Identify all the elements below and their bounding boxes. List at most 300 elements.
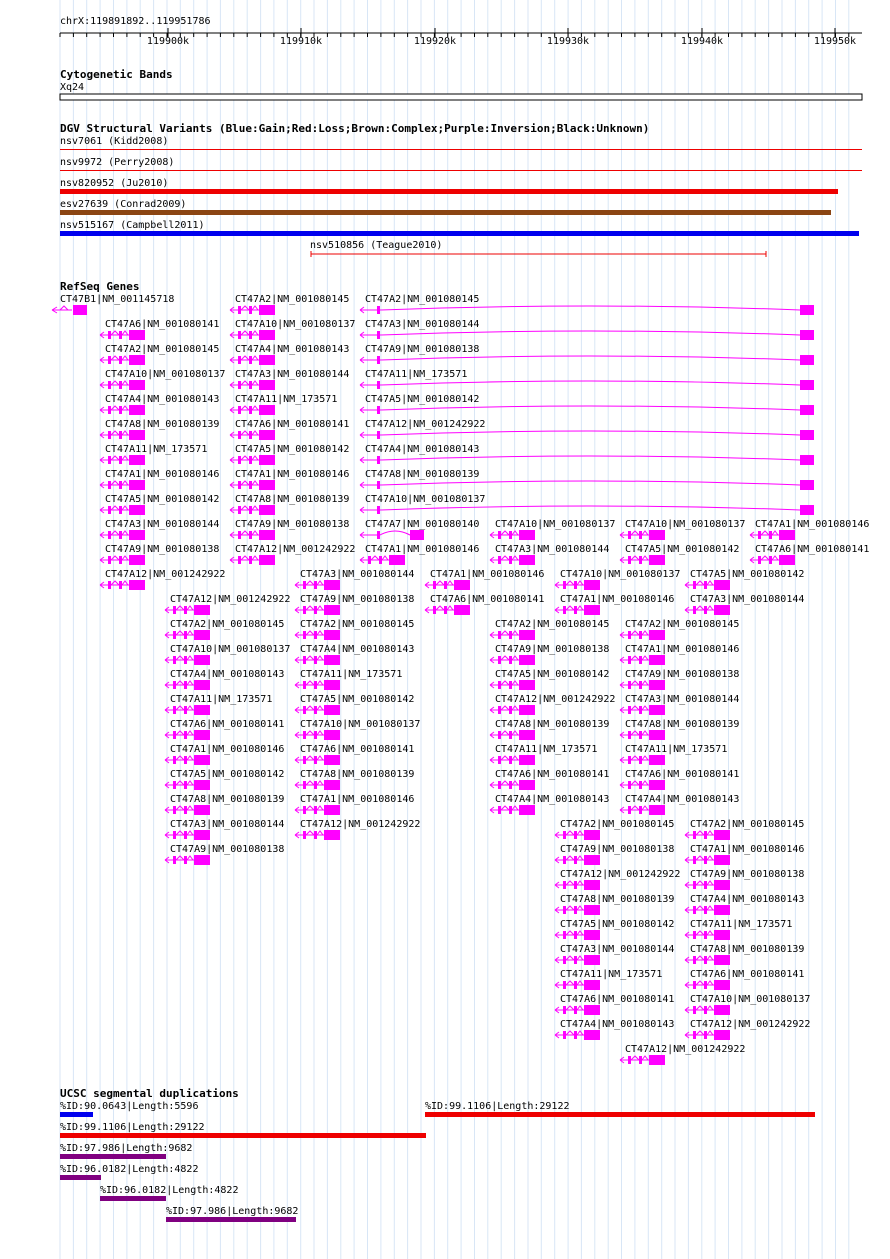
exon: [194, 805, 210, 815]
variant-label: nsv820952 (Ju2010): [60, 178, 169, 189]
exon: [714, 1030, 730, 1040]
exon: [649, 730, 665, 740]
gene-feature[interactable]: [230, 519, 349, 540]
exon: [454, 605, 470, 615]
gene-label: CT47A10|NM_001080137: [365, 494, 486, 505]
ruler-tick-label: 119930k: [546, 36, 590, 47]
ruler-tick-label: 119940k: [680, 36, 724, 47]
gene-label: CT47A12|NM_001242922: [105, 569, 226, 580]
gene-label: CT47A3|NM_001080144: [235, 369, 350, 380]
gene-feature[interactable]: [685, 844, 804, 865]
gene-feature[interactable]: [295, 594, 414, 615]
gene-feature[interactable]: [425, 569, 544, 590]
exon: [584, 880, 600, 890]
gene-feature[interactable]: [620, 794, 739, 815]
gene-label: CT47A5|NM_001080142: [170, 769, 285, 780]
exon: [259, 555, 275, 565]
gene-label: CT47A4|NM_001080143: [560, 1019, 675, 1030]
exon: [259, 330, 275, 340]
exon: [714, 880, 730, 890]
gene-label: CT47A3|NM_001080144: [560, 944, 675, 955]
gene-label: CT47A2|NM_001080145: [625, 619, 740, 630]
exon: [779, 530, 795, 540]
gene-feature[interactable]: [620, 694, 739, 715]
cytoband-label: Xq24: [60, 82, 85, 93]
gene-label: CT47A6|NM_001080141: [755, 544, 870, 555]
segdup-label: %ID:97.986|Length:9682: [166, 1206, 299, 1217]
exon: [584, 930, 600, 940]
gene-feature[interactable]: [620, 519, 745, 540]
gene-feature[interactable]: [360, 469, 814, 490]
gene-label: CT47A11|NM_173571: [625, 744, 728, 755]
exon: [259, 355, 275, 365]
gene-label: CT47A11|NM_173571: [170, 694, 273, 705]
gene-label: CT47A1|NM_001080146: [625, 644, 740, 655]
segdup-label: %ID:99.1106|Length:29122: [60, 1122, 205, 1133]
gene-feature[interactable]: [100, 519, 219, 540]
exon: [259, 455, 275, 465]
gene-label: CT47A5|NM_001080142: [560, 919, 675, 930]
exon: [410, 530, 424, 540]
gene-feature[interactable]: [230, 394, 337, 415]
ruler-tick-label: 119950k: [813, 36, 857, 47]
exon: [259, 480, 275, 490]
segdup-label: %ID:99.1106|Length:29122: [425, 1101, 570, 1112]
gene-feature[interactable]: [555, 894, 674, 915]
exon: [324, 730, 340, 740]
gene-feature[interactable]: [490, 544, 609, 565]
exon: [519, 705, 535, 715]
gene-label: CT47A3|NM_001080144: [105, 519, 220, 530]
exon: [519, 630, 535, 640]
exon: [800, 480, 814, 490]
gene-label: CT47A9|NM_001080138: [300, 594, 415, 605]
gene-label: CT47A9|NM_001080138: [495, 644, 610, 655]
gene-feature[interactable]: [490, 644, 609, 665]
gene-feature[interactable]: [555, 994, 674, 1015]
gene-feature[interactable]: [165, 769, 284, 790]
gene-feature[interactable]: [360, 369, 814, 390]
gene-label: CT47A11|NM_173571: [300, 669, 403, 680]
exon: [129, 380, 145, 390]
gene-feature[interactable]: [425, 594, 544, 615]
gene-feature[interactable]: [165, 844, 284, 865]
variant-label: nsv510856 (Teague2010): [310, 240, 443, 251]
gene-feature[interactable]: [360, 344, 814, 365]
exon: [800, 505, 814, 515]
exon: [714, 605, 730, 615]
exon: [714, 1005, 730, 1015]
exon: [519, 655, 535, 665]
segdup-track-title: UCSC segmental duplications: [60, 1087, 239, 1100]
gene-feature[interactable]: [100, 544, 219, 565]
gene-label: CT47A10|NM_001080137: [625, 519, 746, 530]
exon: [649, 680, 665, 690]
exon: [800, 330, 814, 340]
gene-feature[interactable]: [555, 594, 674, 615]
exon: [584, 580, 600, 590]
gene-feature[interactable]: [360, 394, 814, 415]
gene-feature[interactable]: [490, 519, 615, 540]
gene-label: CT47A12|NM_001242922: [625, 1044, 746, 1055]
gene-label: CT47A9|NM_001080138: [105, 544, 220, 555]
gene-label: CT47A10|NM_001080137: [495, 519, 616, 530]
exon: [259, 305, 275, 315]
variant-bar[interactable]: [60, 170, 862, 171]
gene-feature[interactable]: [685, 994, 810, 1015]
gene-label: CT47A6|NM_001080141: [300, 744, 415, 755]
gene-feature[interactable]: [685, 969, 804, 990]
gene-label: CT47A12|NM_001242922: [690, 1019, 811, 1030]
gene-label: CT47A1|NM_001080146: [430, 569, 545, 580]
exon: [584, 905, 600, 915]
gene-feature[interactable]: [295, 669, 402, 690]
gene-label: CT47A9|NM_001080138: [365, 344, 480, 355]
exon: [800, 430, 814, 440]
segdup-label: %ID:96.0182|Length:4822: [60, 1164, 199, 1175]
gene-feature[interactable]: [685, 594, 804, 615]
gene-label: CT47A8|NM_001080139: [625, 719, 740, 730]
exon: [800, 305, 814, 315]
ruler-tick-label: 119910k: [279, 36, 323, 47]
gene-feature[interactable]: [100, 494, 219, 515]
gene-label: CT47A3|NM_001080144: [170, 819, 285, 830]
gene-label: CT47A12|NM_001242922: [495, 694, 616, 705]
exon: [584, 855, 600, 865]
gene-feature[interactable]: [555, 1019, 674, 1040]
exon: [584, 605, 600, 615]
exon: [194, 630, 210, 640]
dgv-track-title: DGV Structural Variants (Blue:Gain;Red:Loss;Brown:Complex;Purple:Inversion;Black:Unknown): [60, 122, 650, 135]
gene-feature[interactable]: [165, 719, 284, 740]
gene-label: CT47A6|NM_001080141: [560, 994, 675, 1005]
exon: [519, 680, 535, 690]
gene-feature[interactable]: [230, 444, 349, 465]
exon: [129, 455, 145, 465]
gene-label: CT47A11|NM_173571: [105, 444, 208, 455]
gene-label: CT47A3|NM_001080144: [300, 569, 415, 580]
gene-feature[interactable]: [490, 619, 609, 640]
gene-feature[interactable]: [230, 419, 349, 440]
gene-label: CT47A8|NM_001080139: [560, 894, 675, 905]
gene-feature[interactable]: [295, 619, 414, 640]
gene-feature[interactable]: [100, 469, 219, 490]
gene-feature[interactable]: [685, 944, 804, 965]
gene-feature[interactable]: [490, 769, 609, 790]
gene-feature[interactable]: [230, 319, 355, 340]
gene-label: CT47A10|NM_001080137: [690, 994, 811, 1005]
exon: [714, 955, 730, 965]
segdup-bar[interactable]: [425, 1112, 815, 1117]
gene-label: CT47A10|NM_001080137: [235, 319, 356, 330]
exon: [714, 930, 730, 940]
gene-feature[interactable]: [230, 294, 349, 315]
segdup-bar[interactable]: [60, 1154, 166, 1159]
gene-feature[interactable]: [360, 319, 814, 340]
variant-bar[interactable]: [60, 189, 838, 194]
gene-feature[interactable]: [165, 594, 290, 615]
gene-feature[interactable]: [165, 794, 284, 815]
gene-label: CT47A12|NM_001242922: [300, 819, 421, 830]
gene-label: CT47A10|NM_001080137: [300, 719, 421, 730]
gene-label: CT47A1|NM_001080146: [560, 594, 675, 605]
gene-feature[interactable]: [360, 419, 814, 440]
gene-feature[interactable]: [100, 394, 219, 415]
gene-label: CT47A3|NM_001080144: [495, 544, 610, 555]
gene-label: CT47A5|NM_001080142: [235, 444, 350, 455]
gene-feature[interactable]: [620, 619, 739, 640]
exon: [129, 330, 145, 340]
exon: [194, 780, 210, 790]
exon: [800, 380, 814, 390]
gene-label: CT47A9|NM_001080138: [625, 669, 740, 680]
gene-label: CT47A3|NM_001080144: [365, 319, 480, 330]
exon: [129, 430, 145, 440]
gene-label: CT47A9|NM_001080138: [690, 869, 805, 880]
exon: [324, 580, 340, 590]
exon: [519, 530, 535, 540]
gene-label: CT47A6|NM_001080141: [170, 719, 285, 730]
exon: [129, 505, 145, 515]
exon: [649, 805, 665, 815]
variant-bar[interactable]: [60, 210, 831, 215]
gene-label: CT47A1|NM_001080146: [170, 744, 285, 755]
gene-feature[interactable]: [555, 919, 674, 940]
gene-label: CT47A1|NM_001080146: [365, 544, 480, 555]
exon: [324, 705, 340, 715]
exon: [649, 655, 665, 665]
exon: [800, 405, 814, 415]
exon: [649, 530, 665, 540]
exon: [800, 455, 814, 465]
gene-label: CT47A6|NM_001080141: [495, 769, 610, 780]
gene-label: CT47A6|NM_001080141: [105, 319, 220, 330]
gene-label: CT47A1|NM_001080146: [235, 469, 350, 480]
gene-label: CT47A9|NM_001080138: [170, 844, 285, 855]
gene-feature[interactable]: [685, 1019, 810, 1040]
gene-label: CT47A2|NM_001080145: [300, 619, 415, 630]
gene-label: CT47A12|NM_001242922: [170, 594, 291, 605]
gene-feature[interactable]: [555, 944, 674, 965]
gene-feature[interactable]: [295, 794, 414, 815]
gene-label: CT47A8|NM_001080139: [300, 769, 415, 780]
gene-label: CT47A4|NM_001080143: [625, 794, 740, 805]
gene-feature[interactable]: [230, 494, 349, 515]
gene-feature[interactable]: [165, 669, 284, 690]
exon: [129, 355, 145, 365]
segdup-bar[interactable]: [60, 1112, 93, 1117]
gene-feature[interactable]: [360, 494, 814, 515]
gene-label: CT47A8|NM_001080139: [235, 494, 350, 505]
gene-feature[interactable]: [685, 569, 804, 590]
gene-label: CT47A11|NM_173571: [690, 919, 793, 930]
gene-label: CT47A3|NM_001080144: [625, 694, 740, 705]
exon: [584, 830, 600, 840]
gene-feature[interactable]: [165, 619, 284, 640]
exon: [324, 780, 340, 790]
gene-label: CT47A8|NM_001080139: [495, 719, 610, 730]
gene-label: CT47A5|NM_001080142: [690, 569, 805, 580]
exon: [519, 730, 535, 740]
gene-feature[interactable]: [100, 319, 219, 340]
gene-feature[interactable]: [295, 769, 414, 790]
gene-feature[interactable]: [360, 294, 814, 315]
segdup-bar[interactable]: [60, 1175, 101, 1180]
gene-label: CT47A9|NM_001080138: [560, 844, 675, 855]
exon: [800, 355, 814, 365]
segdup-bar[interactable]: [60, 1133, 426, 1138]
ruler-region-label: chrX:119891892..119951786: [60, 16, 211, 27]
gene-label: CT47A1|NM_001080146: [755, 519, 870, 530]
gene-label: CT47A2|NM_001080145: [560, 819, 675, 830]
gene-label: CT47A10|NM_001080137: [105, 369, 226, 380]
gene-feature[interactable]: [620, 769, 739, 790]
gene-feature[interactable]: [750, 544, 869, 565]
gene-label: CT47A12|NM_001242922: [365, 419, 486, 430]
gene-feature[interactable]: [360, 444, 814, 465]
gene-feature[interactable]: [490, 794, 609, 815]
exon: [129, 530, 145, 540]
exon: [714, 980, 730, 990]
ruler-tick-label: 119900k: [146, 36, 190, 47]
variant-label: nsv7061 (Kidd2008): [60, 136, 169, 147]
exon: [584, 1030, 600, 1040]
gene-feature[interactable]: [165, 819, 284, 840]
exon: [129, 405, 145, 415]
gene-label: CT47A11|NM_173571: [495, 744, 598, 755]
gene-label: CT47A1|NM_001080146: [300, 794, 415, 805]
gene-feature[interactable]: [685, 894, 804, 915]
exon: [194, 855, 210, 865]
gene-label: CT47A6|NM_001080141: [690, 969, 805, 980]
exon: [649, 630, 665, 640]
exon: [714, 580, 730, 590]
gene-label: CT47A4|NM_001080143: [690, 894, 805, 905]
exon: [259, 430, 275, 440]
segdup-label: %ID:96.0182|Length:4822: [100, 1185, 239, 1196]
gene-label: CT47A5|NM_001080142: [300, 694, 415, 705]
exon: [649, 555, 665, 565]
gene-label: CT47A5|NM_001080142: [625, 544, 740, 555]
gene-label: CT47A4|NM_001080143: [365, 444, 480, 455]
gene-label: CT47A11|NM_173571: [560, 969, 663, 980]
cytoband-ideogram[interactable]: [60, 94, 862, 100]
gene-feature[interactable]: [555, 844, 674, 865]
gene-feature[interactable]: [165, 644, 290, 665]
gene-feature[interactable]: [230, 344, 349, 365]
gene-label: CT47A4|NM_001080143: [300, 644, 415, 655]
gene-feature[interactable]: [230, 544, 355, 565]
gene-label: CT47A4|NM_001080143: [235, 344, 350, 355]
exon: [649, 780, 665, 790]
gene-feature[interactable]: [490, 719, 609, 740]
gene-feature[interactable]: [490, 694, 615, 715]
gene-label: CT47A1|NM_001080146: [105, 469, 220, 480]
exon: [194, 830, 210, 840]
segdup-label: %ID:90.0643|Length:5596: [60, 1101, 199, 1112]
gene-label: CT47A8|NM_001080139: [170, 794, 285, 805]
gene-feature[interactable]: [165, 694, 272, 715]
gene-label: CT47A8|NM_001080139: [365, 469, 480, 480]
gene-label: CT47A12|NM_001242922: [560, 869, 681, 880]
gene-label: CT47A11|NM_173571: [365, 369, 468, 380]
exon: [194, 730, 210, 740]
exon: [73, 305, 87, 315]
exon: [129, 555, 145, 565]
gene-feature[interactable]: [555, 819, 674, 840]
gene-feature[interactable]: [620, 719, 739, 740]
gene-feature[interactable]: [165, 744, 284, 765]
gene-feature[interactable]: [620, 744, 727, 765]
variant-bar[interactable]: [60, 149, 862, 150]
gene-feature[interactable]: [620, 644, 739, 665]
exon: [324, 755, 340, 765]
gene-label: CT47A5|NM_001080142: [365, 394, 480, 405]
gene-feature[interactable]: [230, 469, 349, 490]
exon: [324, 605, 340, 615]
exon: [259, 530, 275, 540]
exon: [714, 905, 730, 915]
gene-feature[interactable]: [295, 694, 414, 715]
gene-label: CT47A2|NM_001080145: [235, 294, 350, 305]
gene-label: CT47A4|NM_001080143: [495, 794, 610, 805]
gene-label: CT47A6|NM_001080141: [625, 769, 740, 780]
gene-feature[interactable]: [685, 869, 804, 890]
exon: [519, 555, 535, 565]
exon: [194, 605, 210, 615]
gene-label: CT47A10|NM_001080137: [170, 644, 291, 655]
exon: [129, 480, 145, 490]
gene-feature[interactable]: [100, 344, 219, 365]
gene-feature[interactable]: [620, 544, 739, 565]
variant-bar[interactable]: [60, 231, 859, 236]
gene-feature[interactable]: [490, 669, 609, 690]
variant-label: nsv9972 (Perry2008): [60, 157, 175, 168]
exon: [649, 755, 665, 765]
gene-label: CT47A3|NM_001080144: [690, 594, 805, 605]
gene-feature[interactable]: [750, 519, 869, 540]
gene-label: CT47A5|NM_001080142: [105, 494, 220, 505]
gene-feature[interactable]: [685, 919, 792, 940]
gene-label: CT47A6|NM_001080141: [430, 594, 545, 605]
segdup-bar[interactable]: [100, 1196, 166, 1201]
gene-label: CT47A1|NM_001080146: [690, 844, 805, 855]
gene-feature[interactable]: [230, 369, 349, 390]
gene-feature[interactable]: [295, 744, 414, 765]
gene-label: CT47A9|NM_001080138: [235, 519, 350, 530]
gene-label: CT47A10|NM_001080137: [560, 569, 681, 580]
gene-feature[interactable]: [620, 1044, 745, 1065]
ruler-tick-label: 119920k: [413, 36, 457, 47]
gene-feature[interactable]: [295, 569, 414, 590]
gene-label: CT47A7|NM_001080140: [365, 519, 480, 530]
exon: [519, 755, 535, 765]
exon: [259, 505, 275, 515]
exon: [194, 655, 210, 665]
refseq-track-title: RefSeq Genes: [60, 280, 140, 293]
gene-feature[interactable]: [100, 419, 219, 440]
gene-feature[interactable]: [620, 669, 739, 690]
gene-feature[interactable]: [685, 819, 804, 840]
exon: [584, 980, 600, 990]
gene-label: CT47A2|NM_001080145: [365, 294, 480, 305]
exon: [519, 805, 535, 815]
segdup-bar[interactable]: [166, 1217, 296, 1222]
gene-feature[interactable]: [295, 644, 414, 665]
variant-label: nsv515167 (Campbell2011): [60, 220, 205, 231]
exon: [714, 830, 730, 840]
gene-label: CT47A6|NM_001080141: [235, 419, 350, 430]
